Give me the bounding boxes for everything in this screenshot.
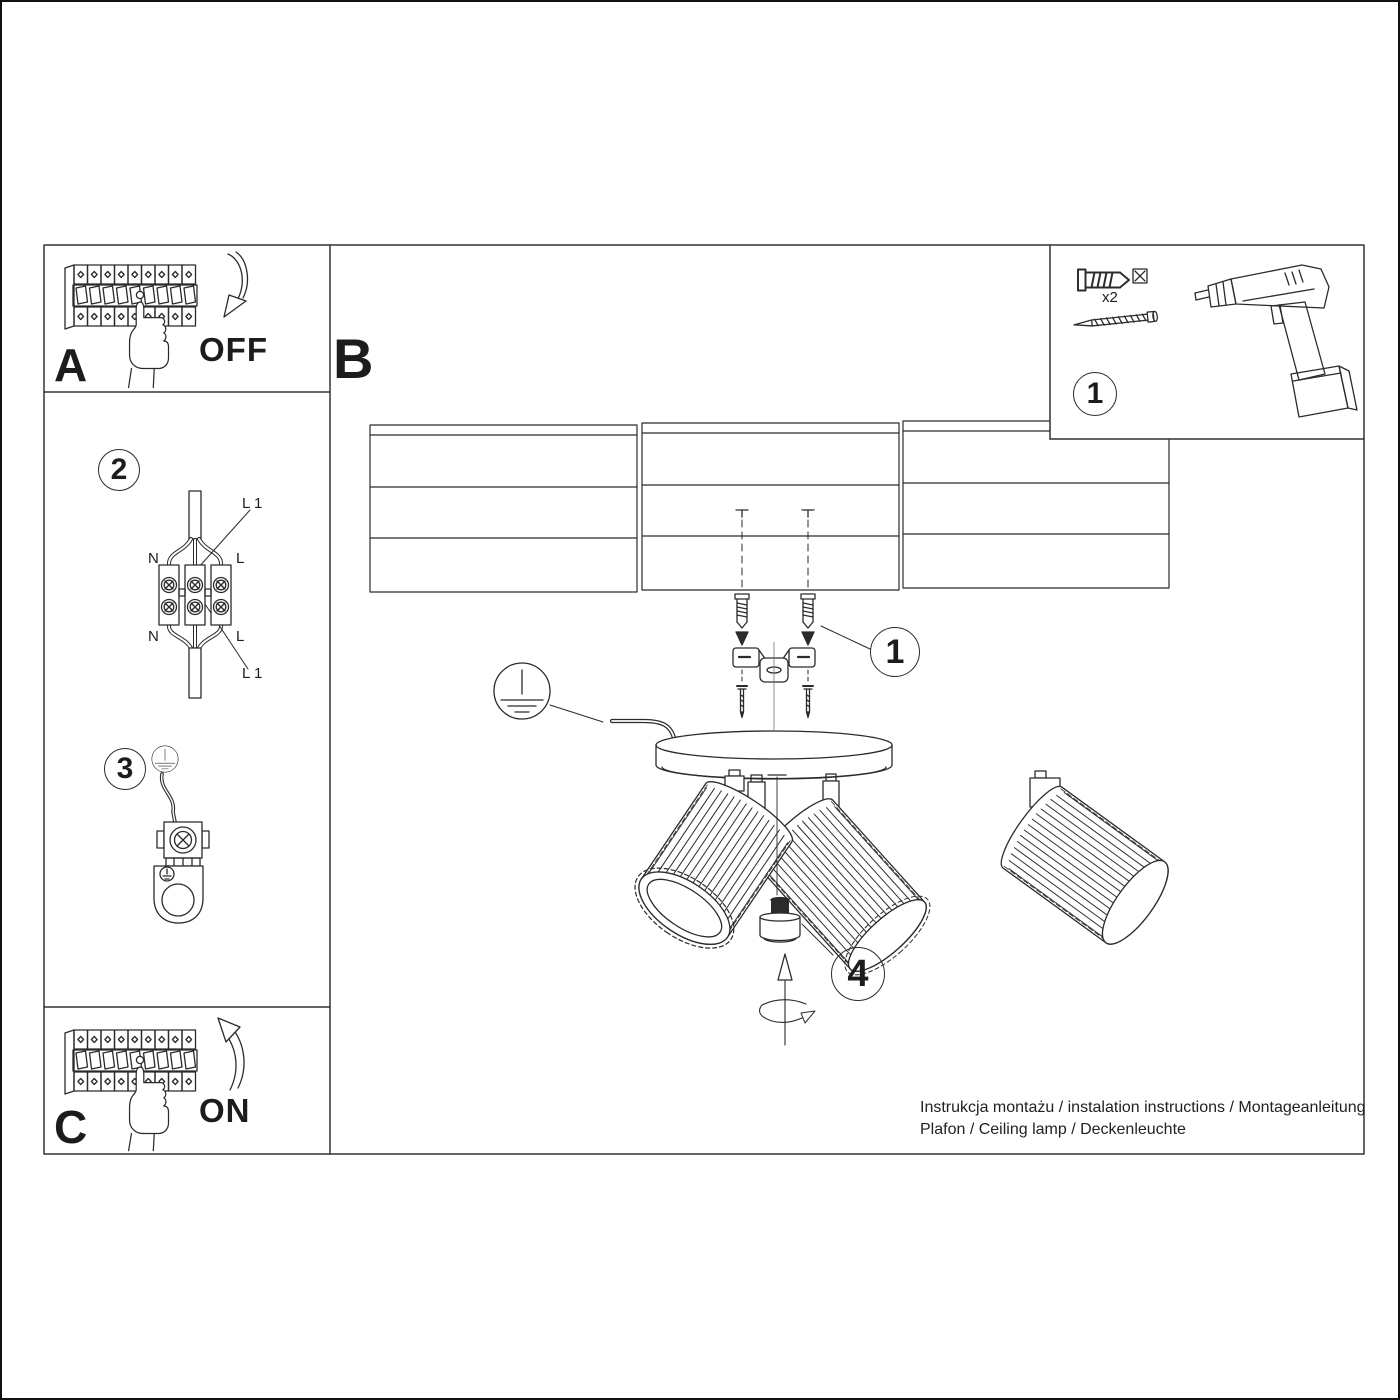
callout-1-badge: 1 <box>870 627 920 677</box>
instruction-line-art <box>2 2 1400 1400</box>
step-3-badge: 3 <box>104 748 146 790</box>
terminal-label-n-top: N <box>148 550 159 567</box>
terminal-block <box>159 565 231 625</box>
quantity-label: x2 <box>1102 289 1118 306</box>
arrow-down-icon <box>224 252 247 317</box>
panel-b-label: B <box>333 327 374 390</box>
panel-c-switch-on <box>65 1018 244 1151</box>
panel-a-state: OFF <box>199 331 268 368</box>
panel-ground <box>152 746 209 923</box>
footer-title-multilang: Instrukcja montażu / instalation instructions / Montageanleitung <box>920 1099 1366 1116</box>
step-1-badge: 1 <box>1073 372 1117 416</box>
step-2-badge: 2 <box>98 449 140 491</box>
terminal-label-l-top: L <box>236 550 245 567</box>
panel-wiring <box>159 491 250 698</box>
step-4-badge: 4 <box>831 947 885 1001</box>
wire-label-l1-bottom: L 1 <box>242 665 263 682</box>
wire-label-l1-top: L 1 <box>242 495 263 512</box>
lamp-shade-right <box>993 780 1180 954</box>
rotate-up-arrow-icon <box>760 954 815 1045</box>
canopy <box>656 731 892 779</box>
panel-a-label: A <box>54 339 88 391</box>
earth-terminal <box>154 822 209 923</box>
terminal-label-l-bottom: L <box>236 628 245 645</box>
arrowhead <box>802 632 814 645</box>
arrowhead <box>736 632 748 645</box>
arrow-up-icon <box>218 1018 244 1090</box>
ceiling-planks <box>370 421 1169 592</box>
terminal-label-n-bottom: N <box>148 628 159 645</box>
panel-c-label: C <box>54 1101 88 1153</box>
panel-c-state: ON <box>199 1092 251 1129</box>
footer-product-multilang: Plafon / Ceiling lamp / Deckenleuchte <box>920 1121 1186 1138</box>
